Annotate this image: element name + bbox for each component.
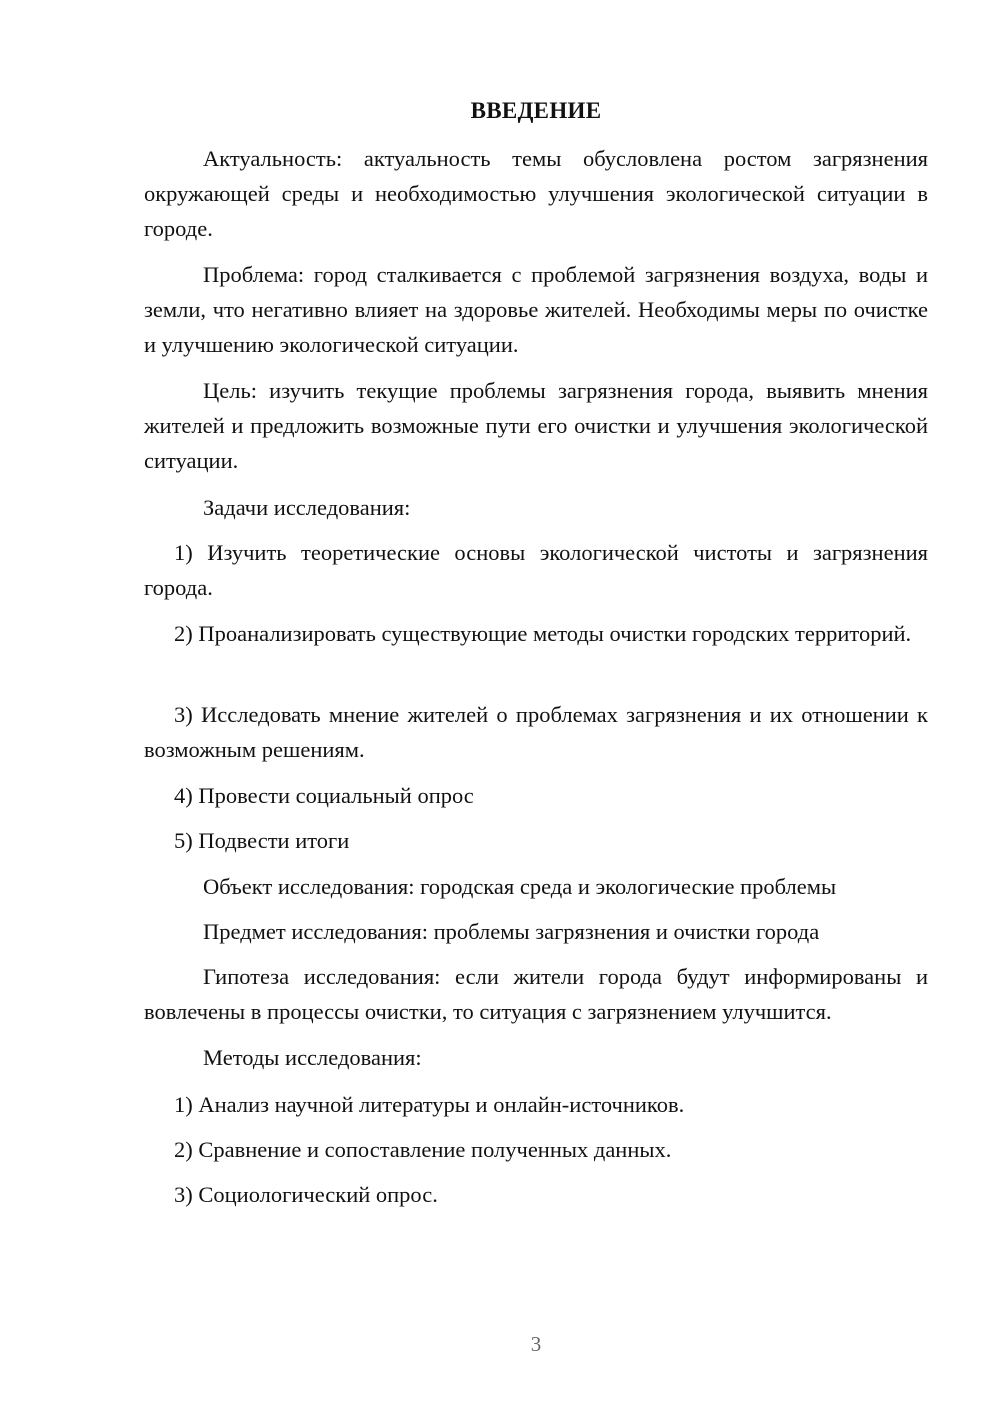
problem-paragraph: Проблема: город сталкивается с проблемой загрязнения воздуха, воды и земли, что негативно влияет на здоровье жителей. Необходимы меры по очистке и улучшению экологической ситуации. [144,262,928,357]
method-item: 2) Сравнение и сопоставление полученных данных. [174,1137,672,1162]
tasks-title-block [144,490,928,525]
problem-paragraph-block [144,257,928,362]
goal-paragraph-block [144,373,928,478]
method-item-2-block [144,1132,928,1167]
task-item: 5) Подвести итоги [174,828,350,853]
subject-paragraph-block [144,914,928,949]
method-item-3-block [144,1177,928,1212]
object-paragraph-block [144,869,928,904]
task-item: 1) Изучить теоретические основы экологической чистоты и загрязнения города. [144,540,928,600]
hypothesis-paragraph: Гипотеза исследования: если жители города будут информированы и вовлечены в процессы очистки, то ситуация с загрязнением улучшится. [144,964,928,1024]
hypothesis-paragraph-block [144,959,928,1029]
method-item: 3) Социологический опрос. [174,1182,438,1207]
task-item-2-block [144,616,928,651]
task-item-5-block [144,823,928,858]
subject-paragraph: Предмет исследования: проблемы загрязнения и очистки города [203,919,820,944]
method-item-1-block [144,1087,928,1122]
task-item-4-block [144,778,928,813]
relevance-paragraph-block [144,141,928,246]
object-paragraph: Объект исследования: городская среда и экологические проблемы [203,874,837,899]
page-number: 3 [530,1332,542,1356]
task-item: 2) Проанализировать существующие методы очистки городских территорий. [174,621,912,646]
task-item-1-block [144,535,928,605]
methods-title-block [144,1040,928,1075]
relevance-paragraph: Актуальность: актуальность темы обусловлена ростом загрязнения окружающей среды и необходимостью улучшения экологической ситуации в городе. [144,146,928,241]
methods-title: Методы исследования: [203,1045,422,1070]
method-item: 1) Анализ научной литературы и онлайн-источников. [174,1092,685,1117]
task-item: 4) Провести социальный опрос [174,783,474,808]
task-item-3-block [144,697,928,767]
task-item: 3) Исследовать мнение жителей о проблемах загрязнения и их отношении к возможным решениям. [144,702,928,762]
goal-paragraph: Цель: изучить текущие проблемы загрязнения города, выявить мнения жителей и предложить возможные пути его очистки и улучшения экологической ситуации. [144,378,928,473]
section-heading: ВВЕДЕНИЕ [470,98,602,123]
tasks-title: Задачи исследования: [203,495,411,520]
